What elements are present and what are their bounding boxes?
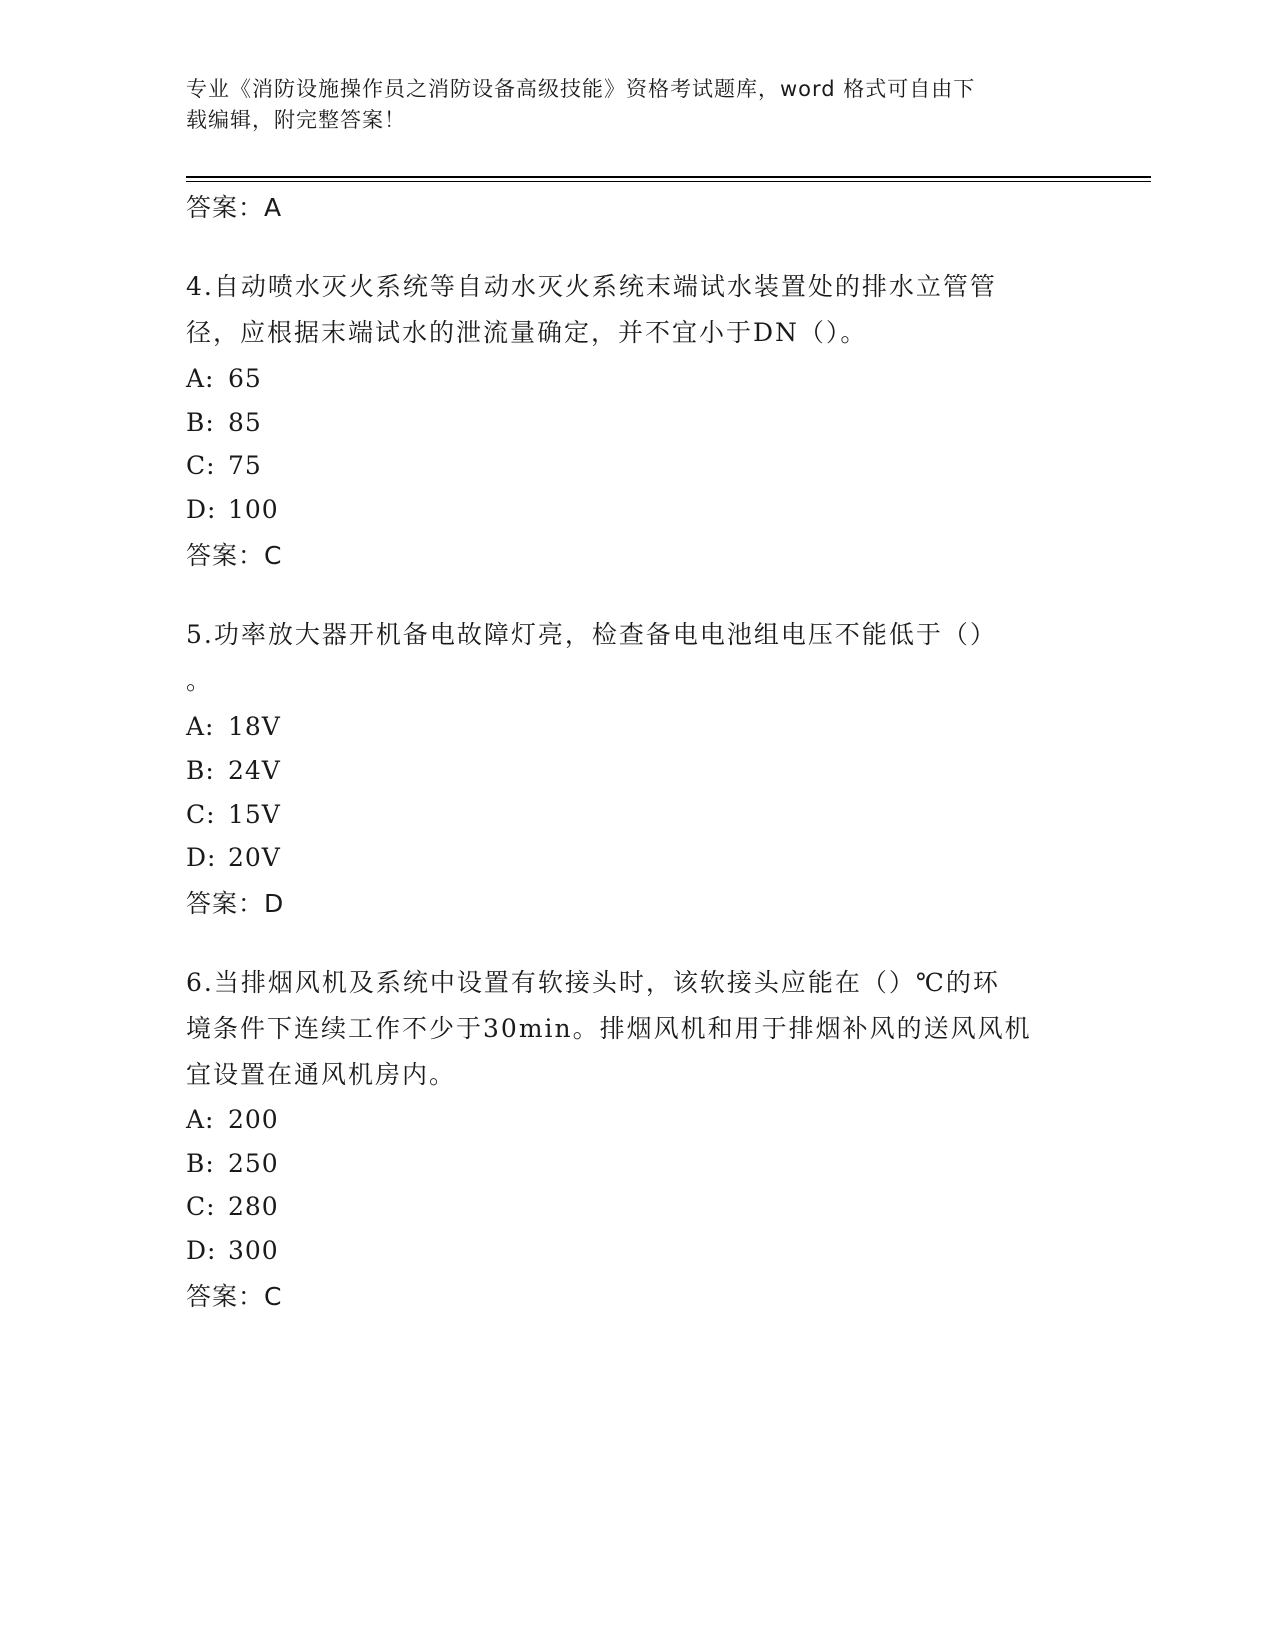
option-label: C: xyxy=(186,800,216,829)
option-label: C: xyxy=(186,1192,216,1221)
question-5-option-b xyxy=(186,756,281,786)
question-6-answer: 答案：C xyxy=(186,1282,283,1311)
question-4-option-a xyxy=(186,364,262,394)
question-5-option-d xyxy=(186,843,281,873)
option-label: B: xyxy=(186,1149,215,1178)
question-5-answer: 答案：D xyxy=(186,889,285,918)
question-6-option-c xyxy=(186,1192,279,1222)
option-label: A: xyxy=(186,364,215,393)
question-6 xyxy=(186,960,1086,1098)
option-label: A: xyxy=(186,1105,215,1134)
header-line-2: 载编辑，附完整答案！ xyxy=(186,108,406,132)
question-4-option-c xyxy=(186,451,262,481)
option-text: 250 xyxy=(228,1149,279,1178)
question-4-line-2: 径，应根据末端试水的泄流量确定，并不宜小于DN（）。 xyxy=(186,318,868,347)
question-6-option-d xyxy=(186,1236,279,1266)
option-text: 75 xyxy=(228,451,262,480)
question-6-line-1: 6.当排烟风机及系统中设置有软接头时，该软接头应能在（）℃的环 xyxy=(186,968,1000,997)
option-label: D: xyxy=(186,843,217,872)
option-text: 15V xyxy=(228,800,281,829)
option-label: A: xyxy=(186,712,215,741)
option-text: 300 xyxy=(228,1236,279,1265)
header-divider-thin xyxy=(186,181,1151,182)
option-text: 200 xyxy=(228,1105,279,1134)
question-4-option-d xyxy=(186,495,279,525)
question-5 xyxy=(186,612,1086,704)
option-text: 85 xyxy=(228,408,262,437)
question-5-option-a xyxy=(186,712,281,742)
question-4 xyxy=(186,264,1086,356)
option-text: 24V xyxy=(228,756,281,785)
option-text: 280 xyxy=(228,1192,279,1221)
option-label: D: xyxy=(186,1236,217,1265)
question-4-answer: 答案：C xyxy=(186,541,283,570)
question-5-line-1: 5.功率放大器开机备电故障灯亮，检查备电电池组电压不能低于（） xyxy=(186,620,997,649)
document-header xyxy=(186,74,1086,136)
question-5-line-2: 。 xyxy=(186,666,214,695)
question-4-line-1: 4.自动喷水灭火系统等自动水灭火系统末端试水装置处的排水立管管 xyxy=(186,272,997,301)
option-label: B: xyxy=(186,756,215,785)
question-6-option-a xyxy=(186,1105,279,1135)
option-text: 65 xyxy=(228,364,262,393)
option-text: 18V xyxy=(228,712,281,741)
option-label: C: xyxy=(186,451,216,480)
header-divider-thick xyxy=(186,176,1151,178)
question-4-option-b xyxy=(186,408,262,438)
answer-prev: 答案：A xyxy=(186,193,283,222)
header-line-1: 专业《消防设施操作员之消防设备高级技能》资格考试题库，word 格式可自由下 xyxy=(186,77,976,101)
option-text: 100 xyxy=(228,495,279,524)
question-5-option-c xyxy=(186,800,281,830)
question-6-option-b xyxy=(186,1149,279,1179)
option-label: D: xyxy=(186,495,217,524)
question-6-line-2: 境条件下连续工作不少于30min。排烟风机和用于排烟补风的送风风机 xyxy=(186,1014,1032,1043)
option-label: B: xyxy=(186,408,215,437)
question-6-line-3: 宜设置在通风机房内。 xyxy=(186,1060,457,1089)
option-text: 20V xyxy=(228,843,281,872)
